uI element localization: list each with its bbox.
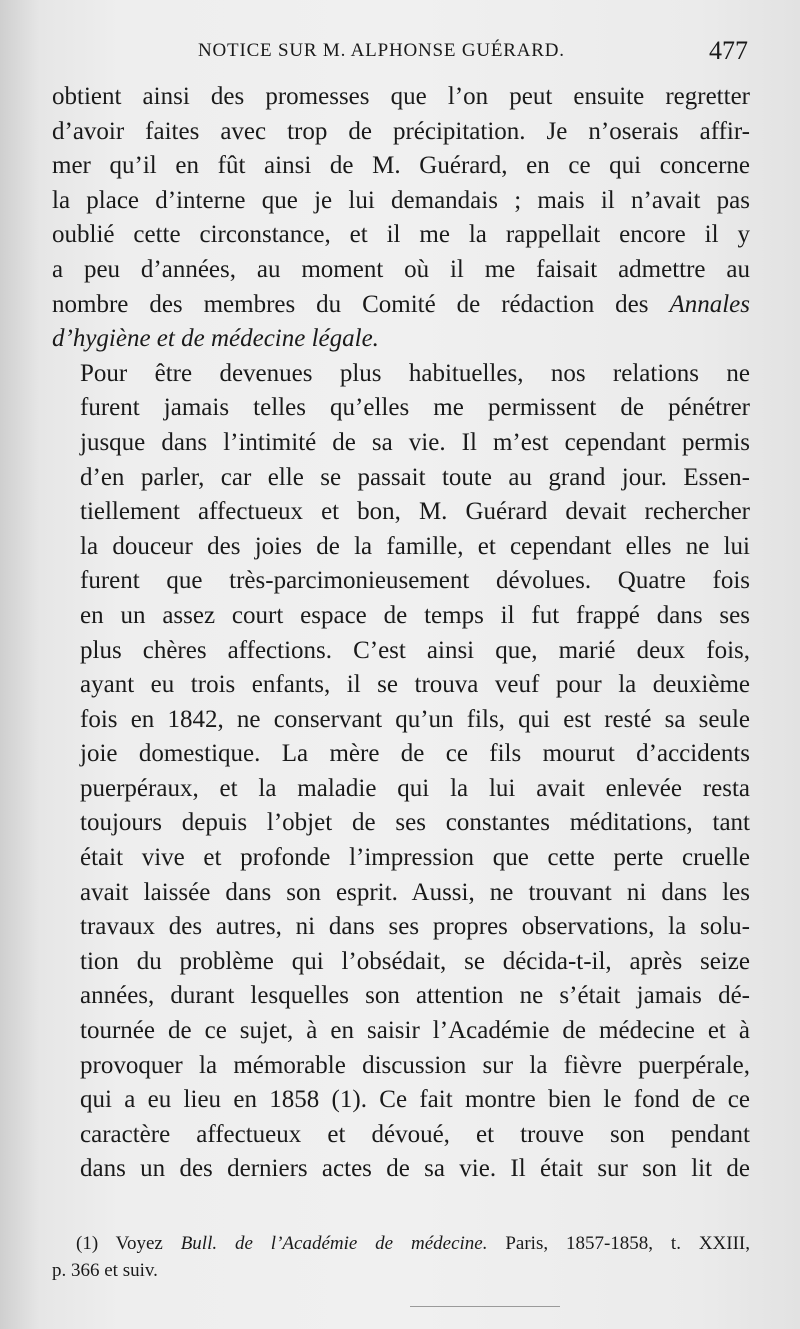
text-line-with-italic — [52, 288, 750, 323]
paragraph-1 — [52, 80, 750, 357]
body-text — [52, 80, 750, 1187]
footnote-line-2: p. 366 et suiv. — [52, 1260, 158, 1281]
text-line: était vive et profonde l’impression que cette perte cruelle — [80, 844, 750, 872]
footnote-line — [52, 1230, 750, 1257]
text-line: a peu d’années, au moment où il me faisait admettre au — [52, 255, 750, 283]
text-line: provoquer la mémorable discussion sur la fièvre puerpérale, — [80, 1051, 750, 1079]
text-line: la douceur des joies de la famille, et cependant elles ne lui — [80, 532, 750, 560]
text-line: furent que très-parcimonieusement dévolues. Quatre fois — [80, 567, 750, 595]
text-line: la place d’interne que je lui demandais ; mais il n’avait pas — [52, 186, 750, 214]
text-line: tiellement affectueux et bon, M. Guérard devait rechercher — [80, 498, 750, 526]
text-line: obtient ainsi des promesses que l’on peut ensuite regretter — [52, 83, 750, 110]
text-line: joie domestique. La mère de ce fils mourut d’accidents — [80, 740, 750, 768]
bottom-rule — [410, 1306, 560, 1307]
footnote-citation: Bull. de l’Académie de médecine. — [180, 1233, 488, 1254]
text-line: jusque dans l’intimité de sa vie. Il m’est cependant permis — [80, 428, 750, 456]
text-segment: nombre des membres du Comité de rédaction des — [52, 290, 649, 318]
text-line: puerpéraux, et la maladie qui la lui avait enlevée resta — [80, 774, 750, 802]
text-line: plus chères affections. C’est ainsi que, marié deux fois, — [80, 636, 750, 664]
text-line: d’en parler, car elle se passait toute au grand jour. Essen- — [80, 463, 750, 491]
footnote-rest: Paris, 1857-1858, t. XXIII, — [505, 1233, 751, 1254]
footnote-prefix: (1) Voyez — [76, 1233, 163, 1254]
text-line: caractère affectueux et dévoué, et trouve son pendant — [80, 1120, 750, 1148]
paragraph-2 — [52, 357, 750, 1187]
text-line-italic — [52, 322, 750, 357]
text-line: dans un des derniers actes de sa vie. Il était sur son lit de — [80, 1155, 750, 1183]
running-head: NOTICE SUR M. ALPHONSE GUÉRARD. — [198, 40, 565, 61]
italic-title-continued: d’hygiène et de médecine légale. — [52, 325, 379, 353]
footnote — [52, 1230, 750, 1284]
text-line: Pour être devenues plus habituelles, nos relations ne — [80, 359, 750, 387]
text-line: qui a eu lieu en 1858 (1). Ce fait montre bien le fond de ce — [80, 1086, 750, 1114]
text-line: tournée de ce sujet, à en saisir l’Académie de médecine et à — [80, 1017, 750, 1045]
text-line: ayant eu trois enfants, il se trouva veuf pour la deuxième — [80, 671, 750, 699]
text-line: travaux des autres, ni dans ses propres observations, la solu- — [80, 913, 750, 941]
text-line: mer qu’il en fût ainsi de M. Guérard, en ce qui concerne — [52, 152, 750, 180]
text-line: d’avoir faites avec trop de précipitation. Je n’oserais affir- — [52, 117, 750, 145]
text-line: tion du problème qui l’obsédait, se décida-t-il, après seize — [80, 947, 750, 975]
text-line: oublié cette circonstance, et il me la rappellait encore il y — [52, 221, 750, 249]
page-header — [52, 36, 748, 72]
text-line: années, durant lesquelles son attention ne s’était jamais dé- — [80, 982, 750, 1010]
text-line: avait laissée dans son esprit. Aussi, ne trouvant ni dans les — [80, 878, 750, 906]
italic-title: Annales — [669, 290, 750, 318]
text-line: furent jamais telles qu’elles me permissent de pénétrer — [80, 394, 750, 422]
text-line: toujours depuis l’objet de ses constantes méditations, tant — [80, 809, 750, 837]
text-line: en un assez court espace de temps il fut frappé dans ses — [80, 601, 750, 629]
page-number: 477 — [709, 36, 748, 65]
text-line: fois en 1842, ne conservant qu’un fils, qui est resté sa seule — [80, 705, 750, 733]
